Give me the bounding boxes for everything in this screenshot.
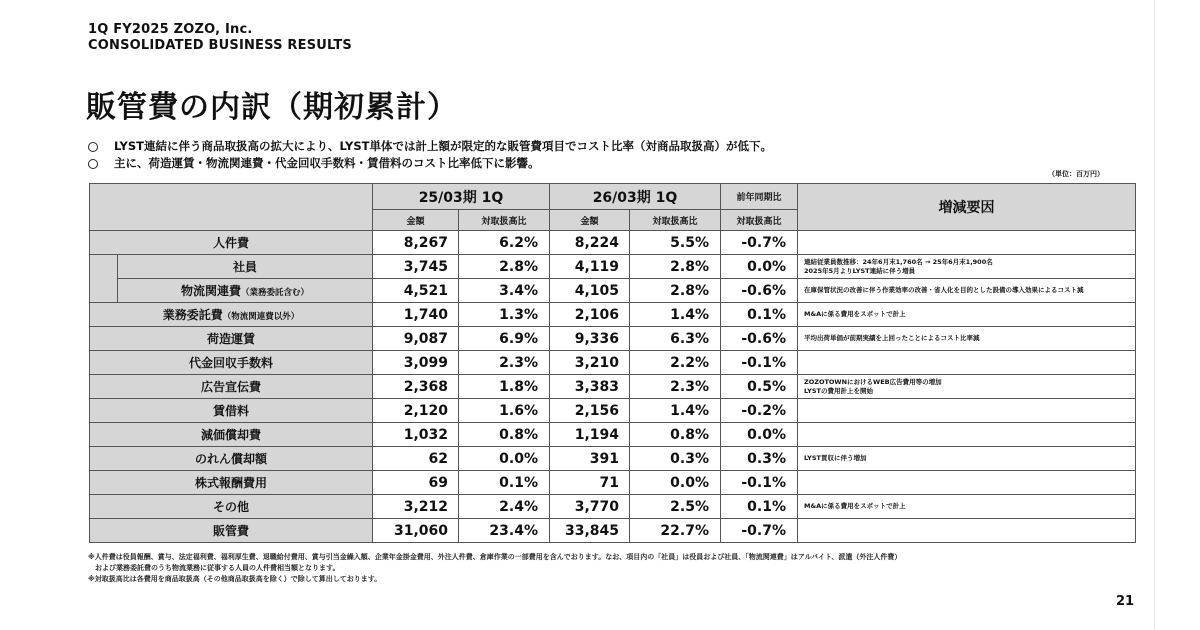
table-row-total	[90, 519, 1136, 543]
table-row	[90, 327, 1136, 351]
row-label: 荷造運賃	[90, 327, 373, 351]
ratio-prev: 2.8%	[459, 255, 550, 279]
row-label: 人件費	[90, 231, 373, 255]
table-row	[90, 447, 1136, 471]
row-label-main: 業務委託費	[162, 308, 223, 322]
header-ratio: 対取扱高比	[459, 210, 550, 231]
header-ratio: 対取扱高比	[630, 210, 721, 231]
ratio-prev: 3.4%	[459, 279, 550, 303]
amount-curr: 9,336	[550, 327, 630, 351]
ratio-yoy: 0.1%	[721, 495, 798, 519]
table-row	[90, 303, 1136, 327]
row-label: 社員	[118, 255, 373, 279]
header-amount: 金額	[373, 210, 459, 231]
report-header-subtitle: CONSOLIDATED BUSINESS RESULTS	[88, 38, 352, 53]
report-header	[88, 22, 352, 54]
ratio-curr: 2.2%	[630, 351, 721, 375]
table-row	[90, 375, 1136, 399]
ratio-yoy: 0.1%	[721, 303, 798, 327]
circle-bullet-icon	[88, 159, 98, 169]
factor-note	[798, 375, 1136, 399]
ratio-prev: 2.4%	[459, 495, 550, 519]
amount-prev: 2,120	[373, 399, 459, 423]
factor-note-line: LYSTの費用計上を開始	[804, 386, 873, 395]
header-factor: 増減要因	[798, 184, 1136, 231]
ratio-curr: 0.0%	[630, 471, 721, 495]
ratio-prev: 23.4%	[459, 519, 550, 543]
amount-prev: 2,368	[373, 375, 459, 399]
footnote-line: ※人件費は役員報酬、賞与、法定福利費、福利厚生費、退職給付費用、賞与引当金繰入額、企業年金掛金費用、外注人件費、倉庫作業の一部費用を含んでおります。なお、項目内の「社員」は役員および社員、「物流関連費」はアルバイト、派遣（外注人件費）	[88, 553, 902, 561]
factor-note: 平均出荷単価が前期実績を上回ったことによるコスト比率減	[798, 327, 1136, 351]
row-label	[118, 279, 373, 303]
row-label: その他	[90, 495, 373, 519]
factor-note: LYST買収に伴う増加	[798, 447, 1136, 471]
report-header-company: 1Q FY2025 ZOZO, Inc.	[88, 22, 253, 37]
ratio-prev: 0.8%	[459, 423, 550, 447]
table-row	[90, 255, 1136, 279]
factor-note-line: ZOZOTOWNにおけるWEB広告費用等の増加	[804, 377, 942, 386]
amount-prev: 4,521	[373, 279, 459, 303]
footnote-line: ※対取扱高比は各費用を商品取扱高（その他商品取扱高を除く）で除して算出しております。	[88, 575, 382, 583]
amount-curr: 391	[550, 447, 630, 471]
page-edge-divider	[1154, 0, 1155, 630]
factor-note: M&Aに係る費用をスポットで計上	[798, 495, 1136, 519]
ratio-curr: 6.3%	[630, 327, 721, 351]
factor-note	[798, 231, 1136, 255]
amount-prev: 3,212	[373, 495, 459, 519]
factor-note: 在庫保管状況の改善に伴う作業効率の改善・省人化を目的とした設備の導入効果によるコスト減	[798, 279, 1136, 303]
factor-note: M&Aに係る費用をスポットで計上	[798, 303, 1136, 327]
ratio-curr: 1.4%	[630, 303, 721, 327]
row-label-sub: （物流関連費以外）	[222, 312, 300, 322]
amount-curr: 3,383	[550, 375, 630, 399]
summary-bullet-text: 主に、荷造運賃・物流関連費・代金回収手数料・賃借料のコスト比率低下に影響。	[114, 156, 540, 170]
ratio-prev: 0.1%	[459, 471, 550, 495]
ratio-curr: 0.3%	[630, 447, 721, 471]
table-row	[90, 231, 1136, 255]
factor-note	[798, 471, 1136, 495]
ratio-yoy: 0.0%	[721, 423, 798, 447]
row-label: 賃借料	[90, 399, 373, 423]
ratio-curr: 0.8%	[630, 423, 721, 447]
summary-bullets	[88, 138, 772, 172]
ratio-prev: 1.3%	[459, 303, 550, 327]
amount-curr: 3,210	[550, 351, 630, 375]
header-yoy: 前年同期比	[721, 184, 798, 210]
amount-prev: 9,087	[373, 327, 459, 351]
ratio-curr: 22.7%	[630, 519, 721, 543]
factor-note	[798, 519, 1136, 543]
amount-curr: 8,224	[550, 231, 630, 255]
amount-curr: 33,845	[550, 519, 630, 543]
table-row	[90, 423, 1136, 447]
ratio-yoy: 0.5%	[721, 375, 798, 399]
amount-curr: 2,106	[550, 303, 630, 327]
amount-prev: 1,032	[373, 423, 459, 447]
row-label-main: 物流関連費	[180, 284, 241, 298]
factor-note-line: 2025年5月よりLYST連結に伴う増員	[804, 266, 916, 275]
footnote-line: および業務委託費のうち物流業務に従事する人員の人件費相当額となります。	[88, 564, 340, 572]
amount-prev: 69	[373, 471, 459, 495]
factor-note	[798, 399, 1136, 423]
row-label: 株式報酬費用	[90, 471, 373, 495]
ratio-prev: 2.3%	[459, 351, 550, 375]
circle-bullet-icon	[88, 142, 98, 152]
ratio-curr: 2.8%	[630, 279, 721, 303]
header-period-2: 26/03期 1Q	[550, 184, 721, 210]
factor-note	[798, 351, 1136, 375]
amount-prev: 3,099	[373, 351, 459, 375]
page-title: 販管費の内訳（期初累計）	[86, 90, 458, 125]
row-label: 減価償却費	[90, 423, 373, 447]
ratio-yoy: -0.1%	[721, 351, 798, 375]
amount-prev: 1,740	[373, 303, 459, 327]
ratio-yoy: -0.7%	[721, 231, 798, 255]
row-label: 代金回収手数料	[90, 351, 373, 375]
amount-prev: 62	[373, 447, 459, 471]
amount-curr: 1,194	[550, 423, 630, 447]
header-period-1: 25/03期 1Q	[373, 184, 550, 210]
ratio-curr: 2.3%	[630, 375, 721, 399]
ratio-yoy: 0.0%	[721, 255, 798, 279]
summary-bullet-text: LYST連結に伴う商品取扱高の拡大により、LYST単体では計上額が限定的な販管費項目でコスト比率（対商品取扱高）が低下。	[114, 139, 772, 153]
ratio-yoy: 0.3%	[721, 447, 798, 471]
ratio-curr: 2.5%	[630, 495, 721, 519]
ratio-yoy: -0.2%	[721, 399, 798, 423]
row-label	[90, 303, 373, 327]
ratio-yoy: -0.6%	[721, 327, 798, 351]
summary-bullet	[88, 155, 772, 172]
row-label-sub: （業務委託含む）	[241, 288, 310, 298]
row-label: のれん償却額	[90, 447, 373, 471]
ratio-yoy: -0.6%	[721, 279, 798, 303]
table-corner-cell	[90, 184, 373, 231]
table-row	[90, 279, 1136, 303]
sga-breakdown-table	[89, 183, 1136, 543]
factor-note-line: 連結従業員数推移：24年6月末1,760名 → 25年6月末1,900名	[804, 257, 993, 266]
ratio-yoy: -0.7%	[721, 519, 798, 543]
footnotes	[88, 552, 901, 585]
table-row	[90, 495, 1136, 519]
amount-prev: 3,745	[373, 255, 459, 279]
factor-note	[798, 255, 1136, 279]
table-row	[90, 351, 1136, 375]
ratio-curr: 5.5%	[630, 231, 721, 255]
amount-curr: 4,119	[550, 255, 630, 279]
amount-curr: 3,770	[550, 495, 630, 519]
header-amount: 金額	[550, 210, 630, 231]
ratio-prev: 1.6%	[459, 399, 550, 423]
ratio-prev: 0.0%	[459, 447, 550, 471]
ratio-curr: 1.4%	[630, 399, 721, 423]
ratio-prev: 6.9%	[459, 327, 550, 351]
row-label: 広告宣伝費	[90, 375, 373, 399]
ratio-prev: 1.8%	[459, 375, 550, 399]
factor-note	[798, 423, 1136, 447]
table-row	[90, 399, 1136, 423]
table-row	[90, 471, 1136, 495]
ratio-curr: 2.8%	[630, 255, 721, 279]
amount-prev: 31,060	[373, 519, 459, 543]
ratio-prev: 6.2%	[459, 231, 550, 255]
unit-label: （単位：百万円）	[1048, 170, 1104, 178]
ratio-yoy: -0.1%	[721, 471, 798, 495]
amount-curr: 4,105	[550, 279, 630, 303]
amount-prev: 8,267	[373, 231, 459, 255]
page-number: 21	[1116, 594, 1135, 609]
row-label: 販管費	[90, 519, 373, 543]
row-indent-cell	[90, 255, 118, 303]
amount-curr: 2,156	[550, 399, 630, 423]
summary-bullet	[88, 138, 772, 155]
header-ratio: 対取扱高比	[721, 210, 798, 231]
amount-curr: 71	[550, 471, 630, 495]
